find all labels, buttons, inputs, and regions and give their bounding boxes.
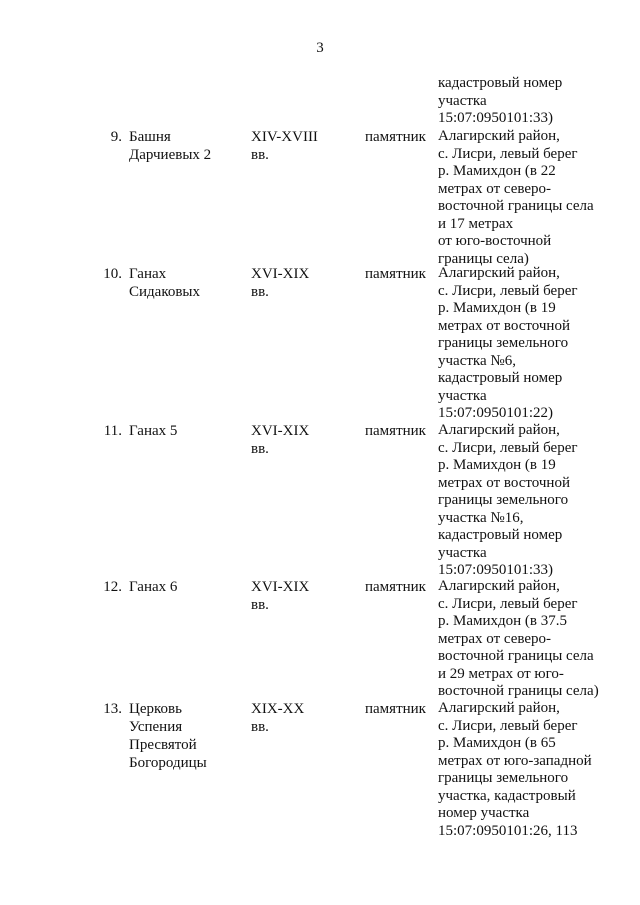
text-line: Дарчиевых 2 (129, 147, 212, 163)
text-line: вв. (251, 284, 269, 300)
text-line: с. Лисри, левый берег (438, 717, 578, 734)
text-line: р. Мамихдон (в 19 (438, 457, 556, 473)
object-location (438, 128, 638, 268)
text-line: Ганах 5 (129, 423, 178, 439)
object-name (129, 265, 239, 301)
text-line: вв. (251, 719, 269, 735)
text-line: р. Мамихдон (в 65 (438, 735, 556, 751)
text-line: границы села) (438, 250, 529, 267)
text-line: метрах от юго-западной (438, 752, 592, 769)
text-line: 15:07:0950101:26, 113 (438, 822, 578, 839)
text-line: Сидаковых (129, 284, 201, 300)
text-line: р. Мамихдон (в 22 (438, 163, 556, 179)
object-category: памятник (365, 701, 426, 717)
continued-location-text (438, 75, 638, 128)
object-location (438, 265, 638, 423)
text-line: XIV-XVIII (251, 129, 318, 145)
text-line: границы земельного (438, 770, 569, 786)
text-line: кадастровый номер (438, 527, 563, 543)
row-number: 12. (103, 579, 122, 595)
row-number: 9. (110, 129, 122, 145)
text-line: с. Лисри, левый берег (438, 145, 578, 162)
text-line: с. Лисри, левый берег (438, 439, 578, 456)
text-line: восточной границы села (438, 648, 594, 664)
text-line: Алагирский район, (438, 578, 560, 594)
text-line: р. Мамихдон (в 37.5 (438, 613, 568, 629)
text-line: Алагирский район, (438, 422, 560, 438)
text-line: кадастровый номер (438, 75, 563, 91)
text-line: участка (438, 544, 487, 561)
text-line: Алагирский район, (438, 265, 560, 281)
text-line: метрах от восточной (438, 474, 570, 491)
text-line: Богородицы (129, 755, 207, 771)
object-location (438, 578, 638, 701)
text-line: и 17 метрах (438, 215, 514, 232)
text-line: Башня (129, 129, 171, 145)
text-line: XVI-XIX (251, 266, 310, 282)
text-line: с. Лисри, левый берег (438, 595, 578, 612)
object-name (129, 700, 239, 772)
text-line: участка №6, (438, 352, 516, 369)
text-line: Ганах (129, 266, 167, 282)
text-line: границы земельного (438, 492, 569, 508)
text-line: Пресвятой (129, 737, 197, 753)
text-line: вв. (251, 597, 269, 613)
text-line: XIX-XX (251, 701, 305, 717)
text-line: кадастровый номер (438, 370, 563, 386)
text-line: участка №16, (438, 509, 524, 526)
text-line: Ганах 6 (129, 579, 178, 595)
page-number: 3 (316, 40, 324, 56)
text-line: восточной границы села (438, 198, 594, 214)
row-number: 13. (103, 701, 122, 717)
object-date (251, 265, 341, 301)
object-category: памятник (365, 423, 426, 439)
text-line: 15:07:0950101:33) (438, 110, 553, 126)
text-line: и 29 метрах от юго- (438, 665, 564, 682)
text-line: вв. (251, 147, 269, 163)
text-line: с. Лисри, левый берег (438, 282, 578, 299)
object-category: памятник (365, 129, 426, 145)
row-number: 10. (103, 266, 122, 282)
text-line: Алагирский район, (438, 128, 560, 144)
text-line: участка (438, 387, 487, 404)
object-location (438, 700, 638, 840)
text-line: от юго-восточной (438, 233, 552, 249)
text-line: Алагирский район, (438, 700, 560, 716)
object-name (129, 578, 239, 596)
object-date (251, 700, 341, 736)
object-name (129, 128, 239, 164)
text-line: XVI-XIX (251, 579, 310, 595)
text-line: участка, кадастровый (438, 787, 576, 804)
text-line: метрах от северо- (438, 180, 552, 197)
text-line: номер участка (438, 805, 530, 821)
text-line: Успения (129, 719, 183, 735)
text-line: 15:07:0950101:33) (438, 562, 553, 578)
object-date (251, 422, 341, 458)
text-line: метрах от восточной (438, 317, 570, 334)
object-date (251, 578, 341, 614)
row-number: 11. (103, 423, 122, 439)
object-name (129, 422, 239, 440)
text-line: границы земельного (438, 335, 569, 351)
object-location (438, 422, 638, 580)
text-line: Церковь (129, 701, 182, 717)
text-line: вв. (251, 441, 269, 457)
text-line: восточной границы села) (438, 683, 599, 699)
text-line: XVI-XIX (251, 423, 310, 439)
text-line: метрах от северо- (438, 630, 552, 647)
object-category: памятник (365, 266, 426, 282)
object-category: памятник (365, 579, 426, 595)
text-line: участка (438, 92, 487, 109)
text-line: р. Мамихдон (в 19 (438, 300, 556, 316)
text-line: 15:07:0950101:22) (438, 405, 553, 421)
object-date (251, 128, 341, 164)
